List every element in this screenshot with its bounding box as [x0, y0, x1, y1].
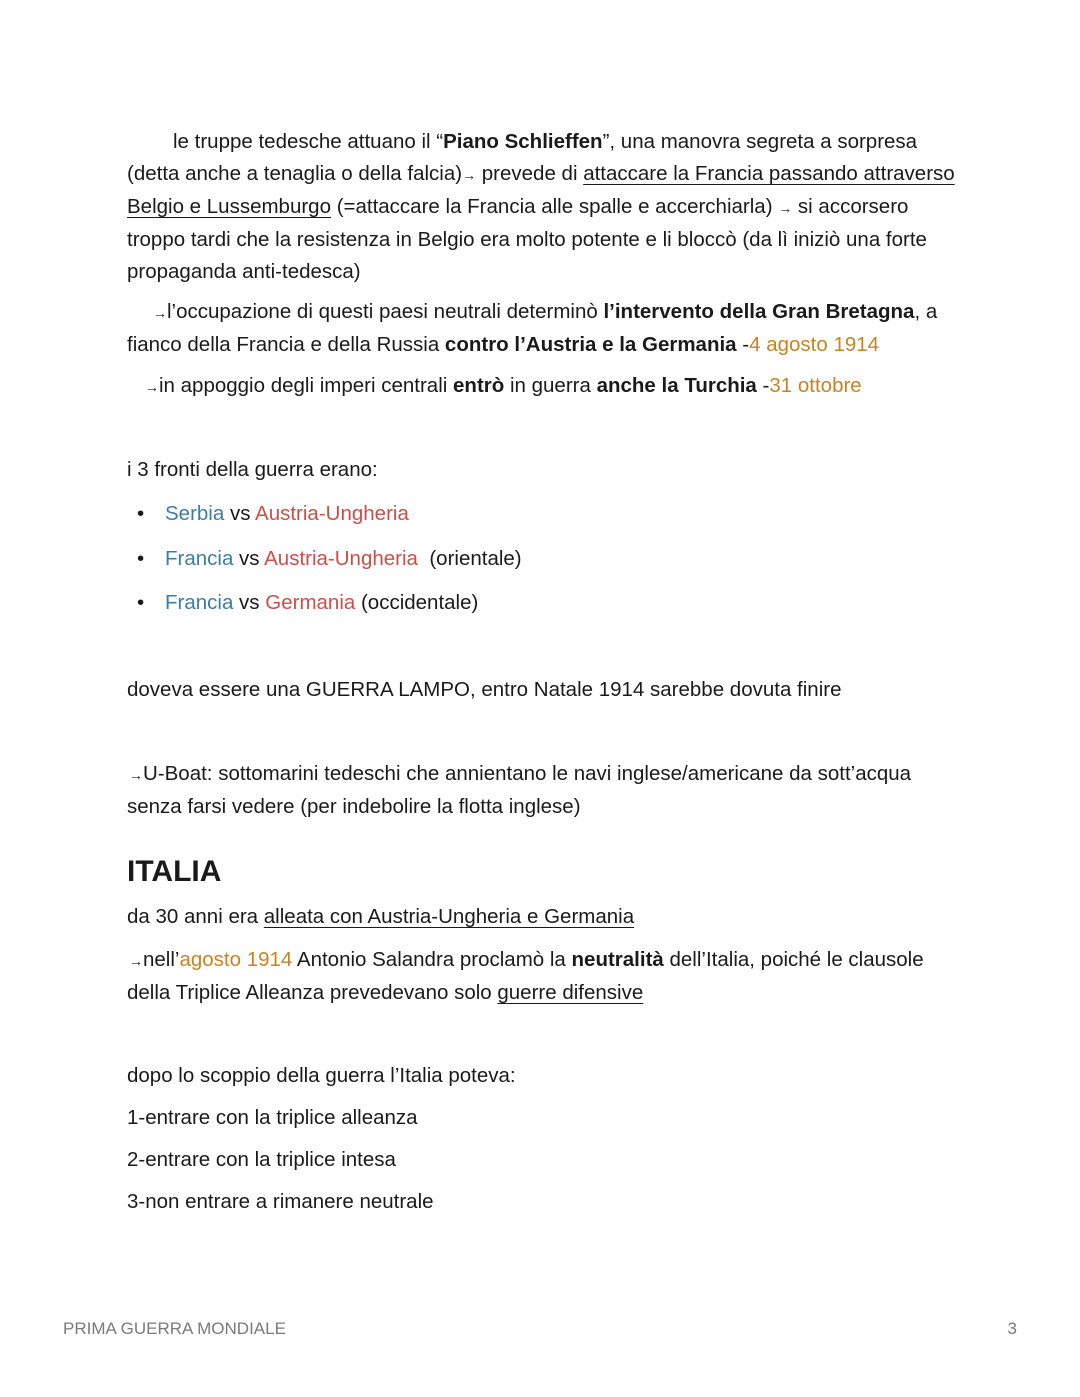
text: prevede di	[481, 162, 584, 185]
text: in guerra	[504, 374, 597, 397]
front-note: (occidentale)	[355, 591, 479, 614]
front-side-a: Serbia	[165, 502, 225, 525]
page-number: 3	[1007, 1319, 1017, 1338]
underlined-text: alleata con Austria-Ungheria e Germania	[263, 905, 635, 928]
text: , a fianco della Francia e della Russia	[127, 300, 938, 356]
date: 4 agosto 1914	[749, 333, 880, 356]
arrow-icon: →	[145, 379, 159, 395]
text: Antonio Salandra proclamò la	[292, 948, 572, 971]
arrow-icon: →	[778, 200, 793, 216]
arrow-icon: →	[153, 305, 167, 321]
vs: vs	[233, 546, 265, 570]
text: si accorsero troppo tardi che la resistenza in Belgio era molto potente e li bloccò (da lì iniziò una forte propaganda anti-tedesca)	[127, 195, 927, 283]
text: -	[756, 374, 770, 397]
text: (=attaccare la Francia alle spalle e accerchiarla)	[331, 195, 779, 218]
fronts-list	[127, 498, 522, 632]
text: -	[736, 333, 750, 356]
bold-text: contro l’Austria e la Germania	[444, 333, 737, 356]
text: da 30 anni era	[127, 905, 264, 928]
underlined-text: attaccare la Francia passando attraverso Belgio e Lussemburgo	[127, 162, 955, 218]
text: l’occupazione di questi paesi neutrali determinò	[167, 300, 604, 323]
text: nell’	[143, 948, 180, 971]
list-item	[127, 587, 522, 632]
text: ”, una manovra segreta a sorpresa (detta anche a tenaglia o della falcia)	[127, 130, 918, 185]
option-2: 2-entrare con la triplice intesa	[127, 1148, 396, 1171]
text: in appoggio degli imperi centrali	[159, 374, 454, 397]
guerra-lampo: doveva essere una GUERRA LAMPO, entro Natale 1914 sarebbe dovuta finire	[127, 678, 842, 701]
arrow-icon: →	[129, 767, 143, 783]
piano-schlieffen: Piano Schlieffen	[443, 130, 603, 153]
date: 31 ottobre	[769, 374, 862, 397]
bold-text: anche la Turchia	[596, 374, 757, 397]
uboat-paragraph	[127, 758, 957, 823]
section-heading-italia: ITALIA	[127, 855, 222, 888]
arrow-icon: →	[129, 953, 143, 969]
option-3: 3-non entrare a rimanere neutrale	[127, 1190, 434, 1213]
underlined-text: guerre difensive	[497, 981, 644, 1004]
schlieffen-paragraph	[127, 126, 957, 288]
text: le truppe tedesche attuano il “	[173, 130, 444, 153]
front-side-a: Francia	[165, 591, 234, 614]
bold-text: l’intervento della Gran Bretagna	[603, 300, 915, 323]
fronts-intro: i 3 fronti della guerra erano:	[127, 458, 378, 481]
list-item	[127, 498, 522, 543]
text: U-Boat: sottomarini tedeschi che annientano le navi inglese/americane da sott’acqua senza farsi vedere (per indebolire la flotta inglese)	[127, 762, 912, 818]
bold-text: entrò	[453, 374, 505, 397]
date: agosto 1914	[179, 948, 293, 971]
italia-neutralita	[127, 944, 957, 1009]
front-side-b: Austria-Ungheria	[264, 546, 418, 570]
option-1: 1-entrare con la triplice alleanza	[127, 1106, 418, 1129]
front-side-b: Austria-Ungheria	[255, 502, 409, 525]
list-item	[127, 543, 522, 588]
vs: vs	[224, 502, 256, 525]
italia-alleanza	[127, 901, 957, 933]
vs: vs	[233, 591, 266, 614]
footer-title: PRIMA GUERRA MONDIALE	[63, 1319, 286, 1338]
front-side-a: Francia	[165, 546, 234, 570]
arrow-icon: →	[462, 167, 477, 183]
turchia-paragraph	[127, 370, 957, 403]
front-note: (orientale)	[417, 546, 522, 570]
front-side-b: Germania	[265, 591, 356, 614]
text: dell’Italia, poiché le clausole della Triplice Alleanza prevedevano solo	[127, 948, 924, 1004]
bold-text: neutralità	[571, 948, 664, 971]
gran-bretagna-paragraph	[127, 296, 957, 361]
options-intro: dopo lo scoppio della guerra l’Italia poteva:	[127, 1064, 516, 1087]
